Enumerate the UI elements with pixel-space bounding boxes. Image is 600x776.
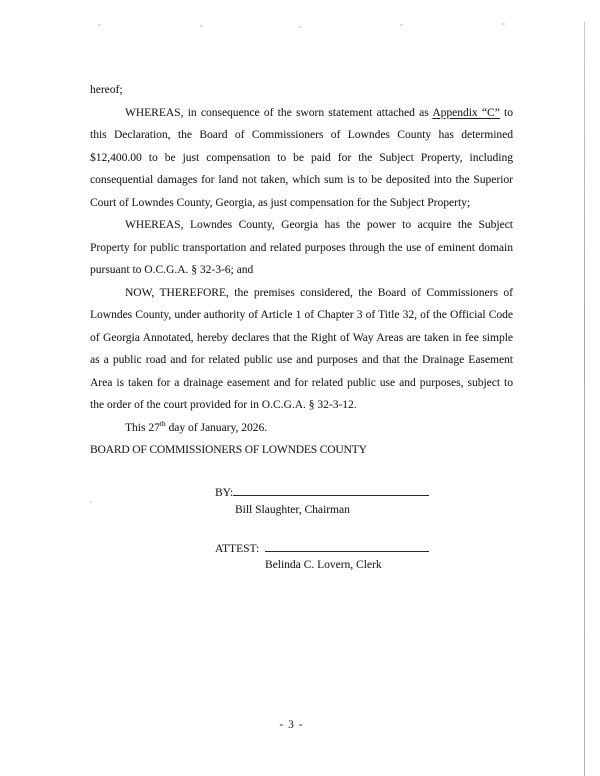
signature-block-attest <box>215 540 513 573</box>
appendix-c-underlined-reference: Appendix “C” <box>432 106 500 119</box>
scan-speck <box>400 24 403 26</box>
date-line-suffix: day of January, 2026. <box>165 421 268 434</box>
attest-signature-row <box>215 540 513 557</box>
by-signatory-name: Bill Slaughter, Chairman <box>235 503 350 516</box>
scan-speck <box>502 23 505 25</box>
scan-page-edge-line <box>584 22 585 776</box>
scan-speck <box>200 25 203 27</box>
scan-speck <box>98 24 101 26</box>
whereas-appendix-text-before: WHEREAS, in consequence of the sworn statement attached as <box>125 106 433 119</box>
date-ordinal-superscript: th <box>159 418 166 428</box>
board-of-commissioners-heading: BOARD OF COMMISSIONERS OF LOWNDES COUNTY <box>90 444 367 456</box>
attest-signatory-name: Belinda C. Lovern, Clerk <box>265 558 382 571</box>
document-body <box>90 79 513 573</box>
by-label: BY: <box>215 486 234 499</box>
paragraph-whereas-appendix <box>90 102 513 215</box>
whereas-appendix-text-after: to this Declaration, the Board of Commissioners of Lowndes County has determined $12,400.00 to be just compensation to be paid for the Subject Property, including consequential damages for land not taken, which sum is to be deposited into the Superior Court of Lowndes County, Georgia, as just compensation for the Subject Property; <box>90 106 513 209</box>
date-line-prefix: This 27 <box>125 421 160 434</box>
attest-label: ATTEST: <box>215 542 260 555</box>
paragraph-now-therefore: NOW, THEREFORE, the premises considered, the Board of Commissioners of Lowndes County, under authority of Article 1 of Chapter 3 of Title 32, of the Official Code of Georgia Annotated, hereby declares that the Right of Way Areas are taken in fee simple as a public road and for related public use and purposes and that the Drainage Easement Area is taken for a drainage easement and for related public use and purposes, subject to the order of the court provided for in O.C.G.A. § 32-3-12. <box>90 286 513 411</box>
paragraph-whereas-power: WHEREAS, Lowndes County, Georgia has the power to acquire the Subject Property for public transportation and related purposes through the use of eminent domain pursuant to O.C.G.A. § 32-3-6; and <box>90 219 513 276</box>
scan-speck <box>298 26 301 28</box>
page-number: - 3 - <box>279 719 304 731</box>
by-signature-line <box>233 484 429 496</box>
date-line <box>90 417 513 440</box>
signature-block-by <box>215 484 513 519</box>
by-signature-row <box>215 484 513 502</box>
attest-signature-line <box>265 540 429 552</box>
continuation-fragment: hereof; <box>90 84 123 96</box>
